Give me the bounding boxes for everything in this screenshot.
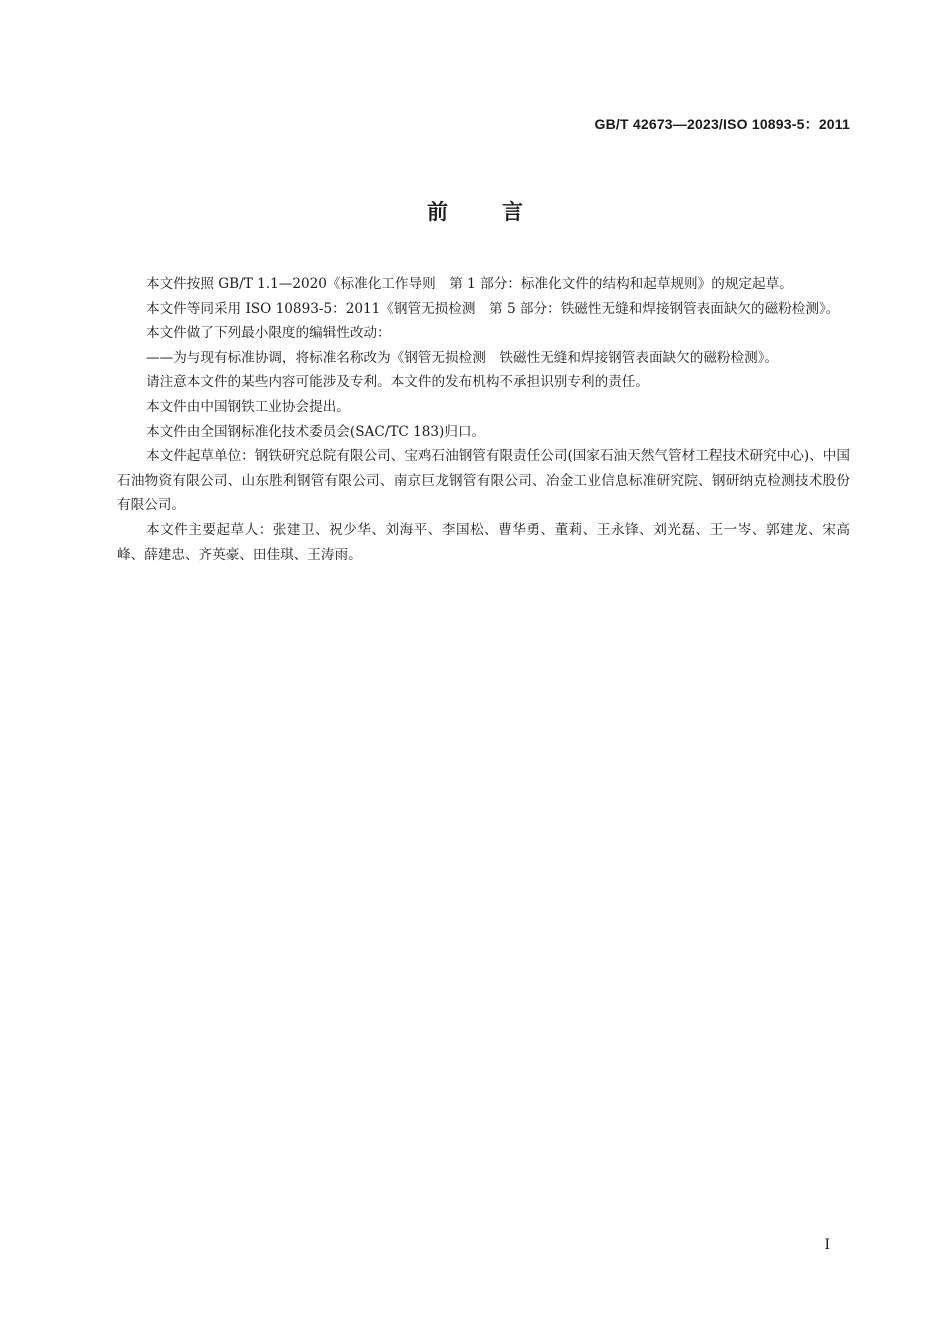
page-number: I [824, 1237, 830, 1253]
paragraph-proposer: 本文件由中国钢铁工业协会提出。 [146, 398, 350, 415]
paragraph-drafting-organizations: 本文件起草单位：钢铁研究总院有限公司、宝鸡石油钢管有限责任公司(国家石油天然气管材工程技术研究中心)、中国石油物资有限公司、山东胜利钢管有限公司、南京巨龙钢管有限公司、冶金工业信息标准研究院、钢研纳克检测技术股份有限公司。 [117, 448, 850, 514]
foreword-body [117, 272, 850, 567]
standard-code-header: GB/T 42673—2023/ISO 10893-5：2011 [594, 116, 850, 132]
list-item-title-change: ——为与现有标准协调，将标准名称改为《钢管无损检测 铁磁性无缝和焊接钢管表面缺欠的磁粉检测》。 [146, 349, 779, 366]
page-title: 前言 [427, 200, 577, 224]
paragraph-technical-committee: 本文件由全国钢标准化技术委员会(SAC/TC 183)归口。 [146, 423, 486, 440]
paragraph-patent-notice: 请注意本文件的某些内容可能涉及专利。本文件的发布机构不承担识别专利的责任。 [146, 374, 649, 391]
paragraph-editorial-changes: 本文件做了下列最小限度的编辑性改动： [146, 325, 391, 342]
paragraph-drafting-rules: 本文件按照 GB/T 1.1—2020《标准化工作导则 第 1 部分：标准化文件的结构和起草规则》的规定起草。 [146, 276, 793, 292]
paragraph-adoption: 本文件等同采用 ISO 10893-5：2011《钢管无损检测 第 5 部分：铁磁性无缝和焊接钢管表面缺欠的磁粉检测》。 [146, 300, 840, 317]
paragraph-drafters: 本文件主要起草人：张建卫、祝少华、刘海平、李国松、曹华勇、董莉、王永锋、刘光磊、王一岑、郭建龙、宋高峰、薛建忠、齐英豪、田佳琪、王涛雨。 [117, 521, 850, 563]
